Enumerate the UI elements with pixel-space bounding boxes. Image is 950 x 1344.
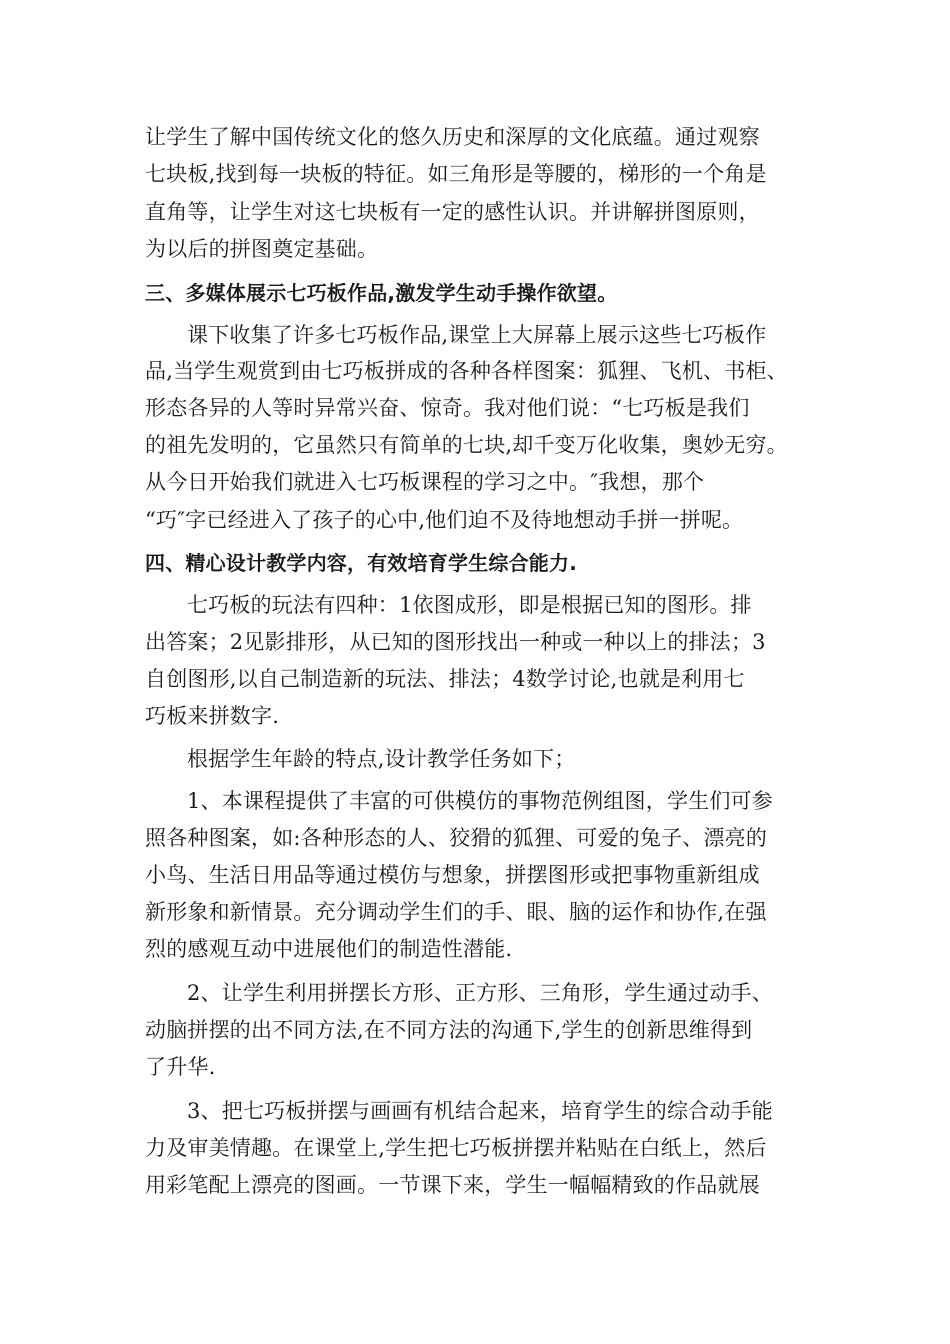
paragraph-line: 2、让学生利用拼摆长方形、正方形、三角形，学生通过动手、: [187, 981, 773, 1005]
paragraph-line: 让学生了解中国传统文化的悠久历史和深厚的文化底蕴。通过观察: [145, 125, 760, 149]
paragraph-line: 出答案；2见影排形，从已知的图形找出一种或一种以上的排法；3: [145, 630, 766, 654]
paragraph-line: 巧板来拼数字.: [145, 704, 280, 728]
paragraph-line: 七块板,找到每一块板的特征。如三角形是等腰的，梯形的一个角是: [145, 162, 767, 186]
paragraph-line: 用彩笔配上漂亮的图画。一节课下来，学生一幅幅精致的作品就展: [145, 1173, 760, 1197]
paragraph-line: 直角等，让学生对这七块板有一定的感性认识。并讲解拼图原则，: [145, 200, 760, 224]
paragraph-line: “巧″字已经进入了孩子的心中,他们迫不及待地想动手拼一拼呢。: [145, 508, 744, 532]
paragraph-line: 的祖先发明的，它虽然只有简单的七块,却千变万化收集，奥妙无穷。: [145, 433, 788, 457]
section-heading-4: 四、精心设计教学内容，有效培育学生综合能力.: [145, 551, 577, 575]
paragraph-line: 品,当学生观赏到由七巧板拼成的各种各样图案：狐狸、飞机、书柜、: [145, 359, 788, 383]
paragraph-line: 3、把七巧板拼摆与画画有机结合起来，培育学生的综合动手能: [187, 1099, 773, 1123]
paragraph-line: 1、本课程提供了丰富的可供模仿的事物范例组图，学生们可参: [187, 789, 773, 813]
paragraph-line: 课下收集了许多七巧板作品,课堂上大屏幕上展示这些七巧板作: [187, 323, 767, 347]
paragraph-line: 自创图形,以自己制造新的玩法、排法；4数学讨论,也就是利用七: [145, 667, 745, 691]
paragraph-line: 力及审美情趣。在课堂上,学生把七巧板拼摆并粘贴在白纸上，然后: [145, 1136, 767, 1160]
paragraph-line: 为以后的拼图奠定基础。: [145, 237, 379, 261]
paragraph-line: 根据学生年龄的特点,设计教学任务如下；: [187, 747, 576, 771]
paragraph-line: 从今日开始我们就进入七巧板课程的学习之中。″我想，那个: [145, 470, 705, 494]
paragraph-line: 小鸟、生活日用品等通过模仿与想象，拼摆图形或把事物重新组成: [145, 863, 760, 887]
paragraph-line: 了升华.: [145, 1055, 216, 1079]
paragraph-line: 照各种图案，如:各种形态的人、狡猾的狐狸、可爱的兔子、漂亮的: [145, 826, 768, 850]
section-heading-3: 三、多媒体展示七巧板作品,激发学生动手操作欲望。: [145, 281, 618, 305]
paragraph-line: 新形象和新情景。充分调动学生们的手、眼、脑的运作和协作,在强: [145, 900, 767, 924]
paragraph-line: 七巧板的玩法有四种：1依图成形，即是根据已知的图形。排: [187, 593, 752, 617]
paragraph-line: 动脑拼摆的出不同方法,在不同方法的沟通下,学生的创新思维得到: [145, 1018, 753, 1042]
paragraph-line: 烈的感观互动中进展他们的制造性潜能.: [145, 937, 513, 961]
paragraph-line: 形态各异的人等时异常兴奋、惊奇。我对他们说：“七巧板是我们: [145, 396, 750, 420]
